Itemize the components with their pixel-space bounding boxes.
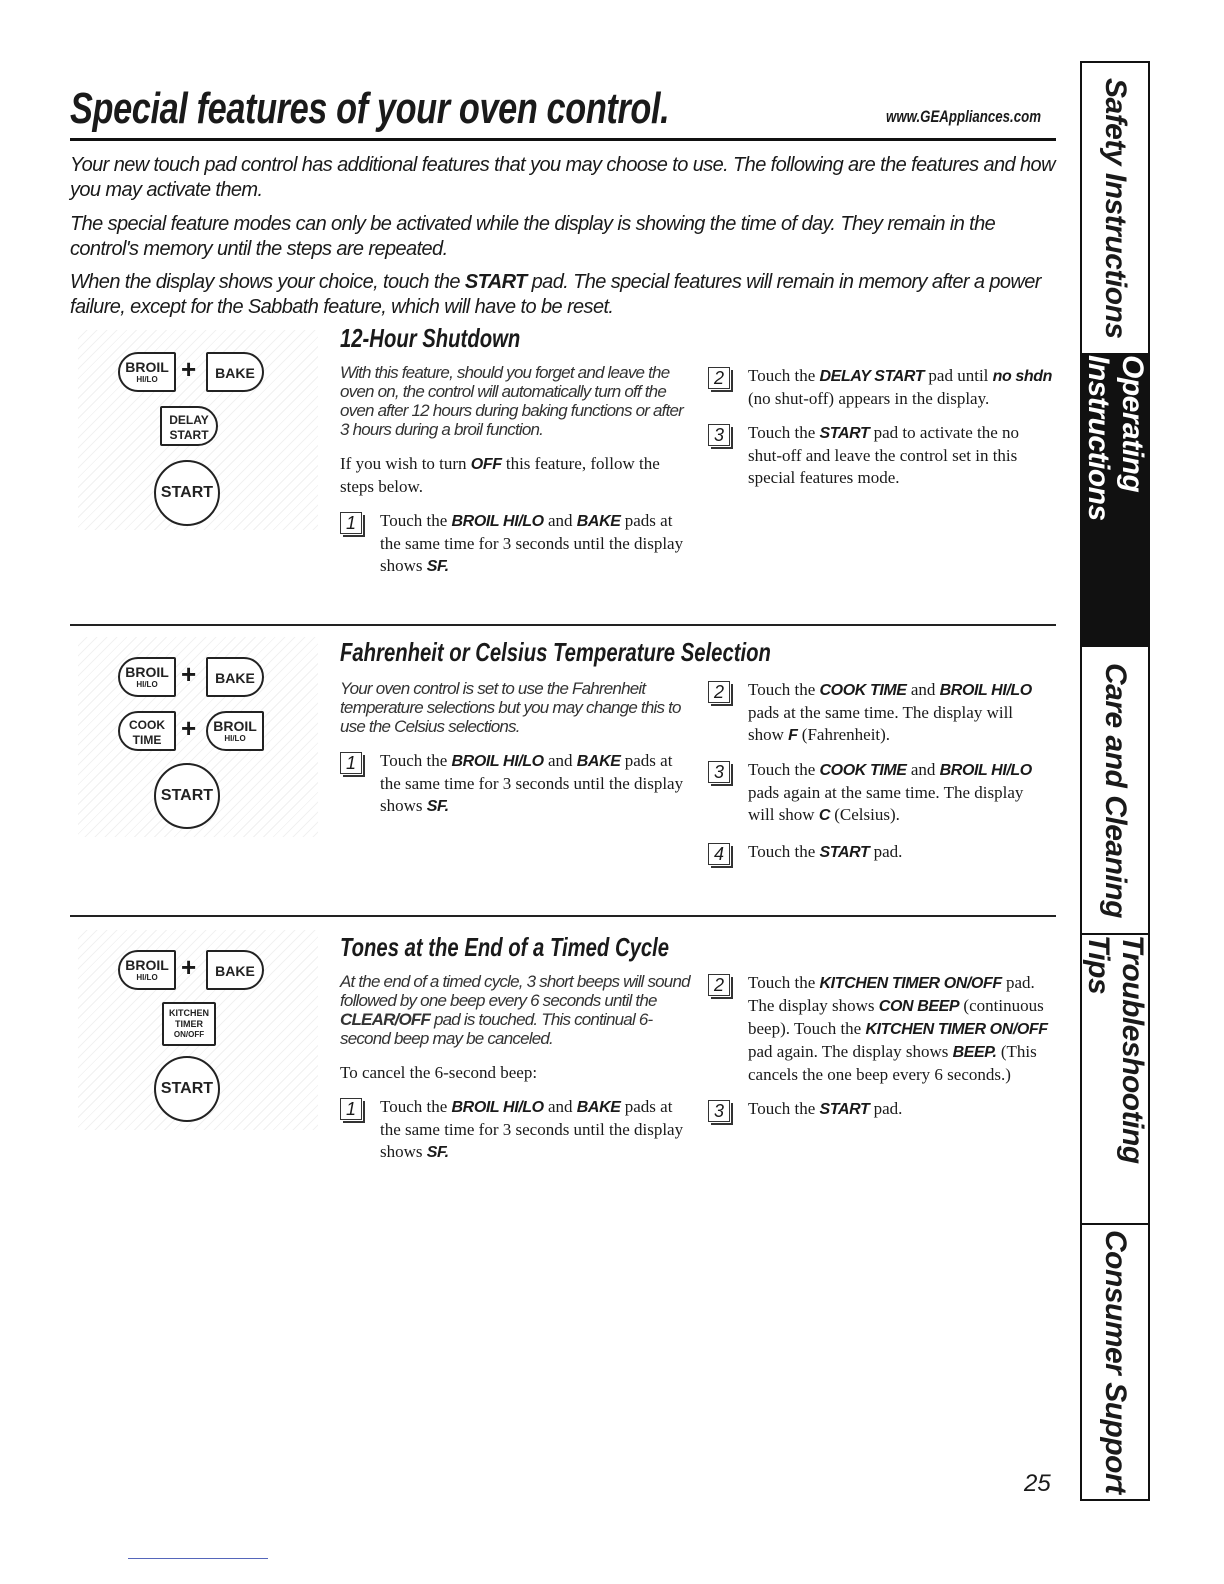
keypad-illustration [78, 637, 318, 837]
cook-time-key: COOK TIME [118, 711, 176, 751]
keypad-illustration [78, 930, 318, 1130]
section-description: With this feature, should you forget and leave the oven on, the control will automatically turn off the oven after 12 hours during baking functions or after 3 hours during a broil function. [340, 363, 684, 439]
delay-start-key: DELAY START [160, 406, 218, 446]
cancel-text: To cancel the 6-second beep: [340, 1063, 538, 1082]
section-divider [70, 915, 1056, 917]
bake-key: BAKE [206, 950, 264, 990]
section-divider [70, 624, 1056, 626]
step-2: 2 Touch the COOK TIME and BROIL HI/LO pads at the same time. The display will show F (Fahrenheit). [708, 679, 1053, 747]
start-key: START [154, 460, 220, 526]
step-1: 1 Touch the BROIL HI/LO and BAKE pads at the same time for 3 seconds until the display shows SF. [340, 510, 690, 578]
tab-operating-instructions[interactable]: Operating Instructions [1082, 355, 1148, 647]
left-column [340, 679, 690, 818]
tab-safety-instructions[interactable]: Safety Instructions [1082, 63, 1148, 355]
broil-hilo-key: BROIL HI/LO [206, 711, 264, 751]
start-key: START [154, 1056, 220, 1122]
section-12-hour-shutdown [70, 325, 1056, 615]
footer-line [128, 1558, 268, 1559]
right-column [708, 679, 1053, 864]
bake-key: BAKE [206, 657, 264, 697]
page-number: 25 [1024, 1470, 1051, 1497]
plus-sign: + [181, 713, 197, 743]
step-3: 3 Touch the COOK TIME and BROIL HI/LO pads again at the same time. The display will show C (Celsius). [708, 759, 1053, 827]
intro-paragraph-1: Your new touch pad control has additional features that you may choose to use. The following are the features and how you may activate them. [70, 154, 1055, 201]
step-3: 3 Touch the START pad to activate the no shut-off and leave the control set in this special features mode. [708, 422, 1053, 489]
step-1: 1 Touch the BROIL HI/LO and BAKE pads at the same time for 3 seconds until the display shows SF. [340, 1096, 690, 1164]
start-key: START [154, 763, 220, 829]
header-rule [70, 138, 1056, 141]
website-url[interactable]: www.GEAppliances.com [886, 107, 1041, 126]
step-3: 3 Touch the START pad. [708, 1098, 1053, 1121]
intro-paragraph-3: When the display shows your choice, touch the START pad. The special features will remain in memory after a power failure, except for the Sabbath feature, which will have to be reset. [70, 271, 1041, 318]
left-column [340, 972, 690, 1164]
broil-hilo-key: BROIL HI/LO [118, 657, 176, 697]
section-heading: Fahrenheit or Celsius Temperature Selection [340, 637, 771, 667]
step-2: 2 Touch the DELAY START pad until no shdn (no shut-off) appears in the display. [708, 365, 1053, 410]
keypad-illustration [78, 330, 318, 530]
section-description: At the end of a timed cycle, 3 short beeps will sound followed by one beep every 6 seconds until the CLEAR/OFF pad is touched. This continual 6-second beep may be canceled. [340, 972, 690, 1048]
broil-hilo-key: BROIL HI/LO [118, 352, 176, 392]
right-column [708, 365, 1053, 489]
right-column [708, 972, 1053, 1121]
turn-off-text: If you wish to turn OFF this feature, follow the steps below. [340, 454, 660, 496]
section-tab-sidebar [1080, 61, 1150, 1501]
tab-care-and-cleaning[interactable]: Care and Cleaning [1082, 647, 1148, 935]
plus-sign: + [181, 354, 197, 384]
intro-paragraph-2: The special feature modes can only be activated while the display is showing the time of day. They remain in the control's memory until the steps are repeated. [70, 213, 996, 260]
step-1: 1 Touch the BROIL HI/LO and BAKE pads at the same time for 3 seconds until the display shows SF. [340, 750, 690, 818]
page-title: Special features of your oven control. [70, 84, 670, 133]
tab-troubleshooting-tips[interactable]: Troubleshooting Tips [1082, 935, 1148, 1225]
step-4: 4 Touch the START pad. [708, 841, 1053, 864]
bake-key: BAKE [206, 352, 264, 392]
kitchen-timer-key: KITCHEN TIMER ON/OFF [162, 1002, 216, 1046]
left-column [340, 363, 690, 578]
tab-consumer-support[interactable]: Consumer Support [1099, 1230, 1132, 1494]
step-2: 2 Touch the KITCHEN TIMER ON/OFF pad. The display shows CON BEEP (continuous beep). Touch the KITCHEN TIMER ON/OFF pad again. The display shows BEEP. (This cancels the one beep every 6 seconds.) [708, 972, 1053, 1086]
broil-hilo-key: BROIL HI/LO [118, 950, 176, 990]
plus-sign: + [181, 659, 197, 689]
section-heading: Tones at the End of a Timed Cycle [340, 932, 670, 962]
plus-sign: + [181, 952, 197, 982]
section-fahrenheit-celsius [70, 637, 1056, 907]
section-heading: 12-Hour Shutdown [340, 323, 521, 353]
section-tones-timed-cycle [70, 930, 1056, 1210]
section-description: Your oven control is set to use the Fahrenheit temperature selections but you may change this to use the Celsius selections. [340, 679, 681, 736]
